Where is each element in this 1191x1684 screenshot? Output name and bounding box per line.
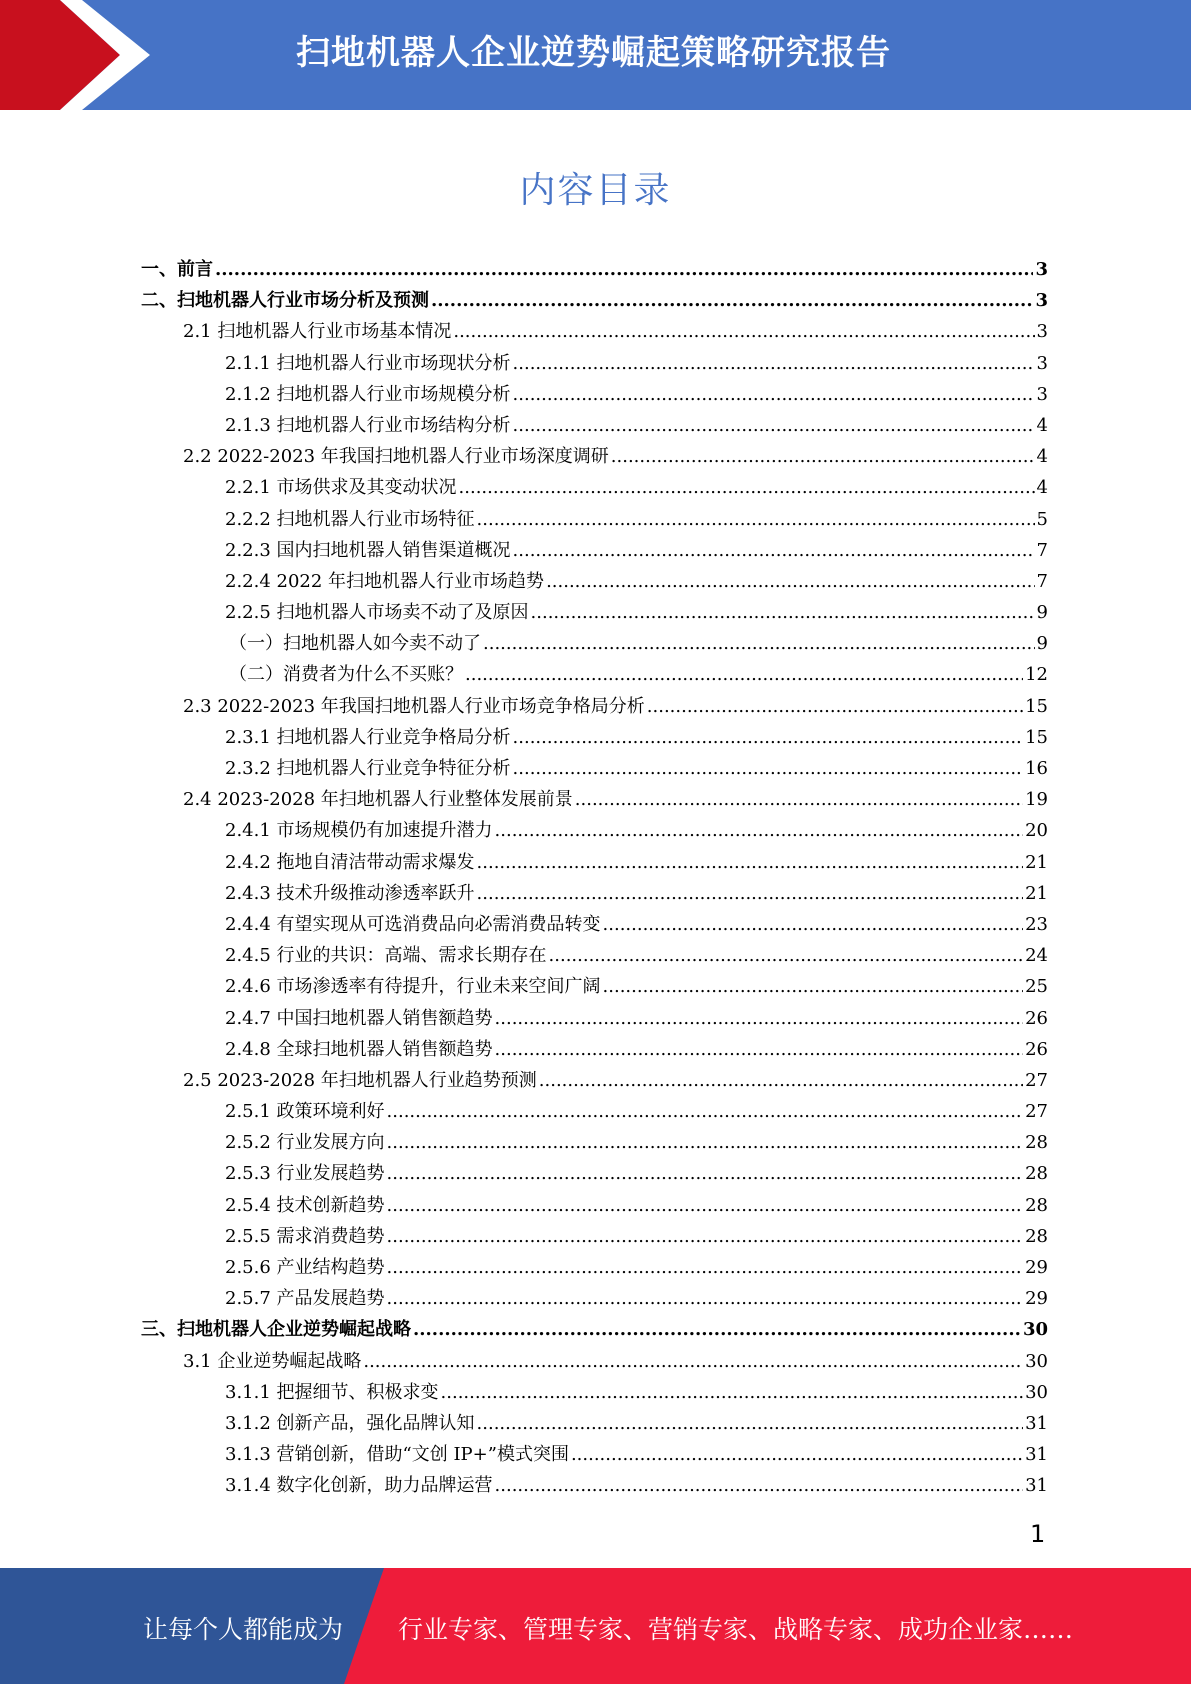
toc-entry-label: 2.5.3 行业发展趋势 [225, 1163, 385, 1185]
toc-entry[interactable] [141, 878, 1048, 909]
toc-entry-page: 5 [1036, 508, 1048, 530]
toc-entry[interactable] [141, 597, 1048, 628]
toc-entry[interactable] [141, 316, 1048, 347]
toc-entry-label: 2.4.3 技术升级推动渗透率跃升 [225, 882, 475, 904]
toc-dot-leader [513, 535, 1035, 566]
toc-entry-label: 3.1.3 营销创新，借助“文创 IP+”模式突围 [225, 1444, 569, 1466]
toc-entry[interactable] [141, 1221, 1048, 1252]
page-number: 1 [1030, 1520, 1046, 1548]
toc-entry-page: 15 [1025, 695, 1048, 717]
toc-entry-label: 2.4.1 市场规模仍有加速提升潜力 [225, 820, 493, 842]
toc-entry-label: 3.1 企业逆势崛起战略 [183, 1350, 362, 1372]
toc-entry-label: 2.1.2 扫地机器人行业市场规模分析 [225, 383, 511, 405]
toc-entry[interactable] [141, 566, 1048, 597]
toc-entry-label: 2.4.5 行业的共识：高端、需求长期存在 [225, 945, 547, 967]
toc-entry-label: 2.2.5 扫地机器人市场卖不动了及原因 [225, 602, 529, 624]
toc-entry-page: 28 [1025, 1132, 1048, 1154]
toc-entry-page: 31 [1025, 1412, 1048, 1434]
toc-dot-leader [495, 1470, 1024, 1501]
toc-entry[interactable] [141, 1003, 1048, 1034]
toc-dot-leader [363, 1346, 1023, 1377]
toc-entry[interactable] [141, 971, 1048, 1002]
toc-dot-leader [513, 379, 1035, 410]
toc-entry-label: 2.2 2022-2023 年我国扫地机器人行业市场深度调研 [183, 446, 609, 468]
toc-entry[interactable] [141, 254, 1048, 285]
toc-dot-leader [459, 472, 1035, 503]
toc-entry-page: 9 [1036, 633, 1048, 655]
toc-dot-leader [513, 410, 1035, 441]
toc-dot-leader [387, 1252, 1024, 1283]
toc-dot-leader [611, 441, 1035, 472]
toc-dot-leader [575, 784, 1023, 815]
toc-entry-page: 30 [1025, 1381, 1048, 1403]
toc-entry-page: 3 [1036, 321, 1048, 343]
toc-dot-leader [513, 722, 1024, 753]
toc-dot-leader [453, 316, 1034, 347]
toc-entry-page: 7 [1036, 539, 1048, 561]
toc-entry-label: 2.2.2 扫地机器人行业市场特征 [225, 508, 475, 530]
toc-entry-page: 7 [1036, 570, 1048, 592]
toc-entry-page: 15 [1025, 726, 1048, 748]
toc-entry-page: 26 [1025, 1007, 1048, 1029]
toc-entry[interactable] [141, 504, 1048, 535]
toc-entry-page: 31 [1025, 1444, 1048, 1466]
toc-dot-leader [513, 348, 1035, 379]
toc-dot-leader [431, 285, 1033, 316]
toc-entry[interactable] [141, 285, 1048, 316]
toc-entry-page: 25 [1025, 976, 1048, 998]
toc-entry[interactable] [141, 472, 1048, 503]
toc-dot-leader [465, 659, 1023, 690]
toc-entry[interactable] [141, 722, 1048, 753]
toc-entry-page: 28 [1025, 1225, 1048, 1247]
toc-entry-page: 29 [1025, 1257, 1048, 1278]
toc-entry[interactable] [141, 1283, 1048, 1314]
toc-entry-page: 21 [1025, 882, 1048, 904]
toc-dot-leader [387, 1127, 1024, 1158]
toc-entry-page: 4 [1036, 477, 1048, 499]
toc-entry-label: 2.4.7 中国扫地机器人销售额趋势 [225, 1007, 493, 1029]
toc-entry-label: 2.2.1 市场供求及其变动状况 [225, 477, 457, 499]
toc-entry[interactable] [141, 784, 1048, 815]
toc-entry-page: 19 [1025, 789, 1048, 811]
toc-entry-label: 2.3.2 扫地机器人行业竞争特征分析 [225, 758, 511, 779]
toc-entry-label: 3.1.4 数字化创新，助力品牌运营 [225, 1475, 493, 1497]
toc-entry-label: 2.5.4 技术创新趋势 [225, 1194, 385, 1216]
toc-entry-label: 三、扫地机器人企业逆势崛起战略 [141, 1319, 411, 1341]
toc-dot-leader [387, 1221, 1024, 1252]
toc-entry-label: 2.3.1 扫地机器人行业竞争格局分析 [225, 726, 511, 748]
toc-entry-page: 3 [1036, 352, 1048, 374]
toc-entry[interactable] [141, 847, 1048, 878]
toc-dot-leader [495, 1003, 1024, 1034]
toc-entry-page: 28 [1025, 1194, 1048, 1216]
toc-entry-label: 2.2.3 国内扫地机器人销售渠道概况 [225, 539, 511, 561]
toc-entry-label: 3.1.2 创新产品，强化品牌认知 [225, 1412, 475, 1434]
footer-slogan-right: 行业专家、管理专家、营销专家、战略专家、成功企业家…… [398, 1615, 1074, 1644]
toc-entry[interactable] [141, 909, 1048, 940]
toc-dot-leader [603, 909, 1024, 940]
toc-dot-leader [571, 1439, 1023, 1470]
toc-entry[interactable] [141, 1314, 1048, 1345]
toc-entry[interactable] [141, 1377, 1048, 1408]
toc-dot-leader [413, 1314, 1021, 1345]
toc-entry-label: 2.4.8 全球扫地机器人销售额趋势 [225, 1038, 493, 1060]
toc-dot-leader [387, 1190, 1024, 1221]
toc-entry-label: 2.5.1 政策环境利好 [225, 1101, 385, 1123]
toc-entry[interactable] [141, 1034, 1048, 1065]
toc-dot-leader [387, 1158, 1024, 1189]
toc-entry-page: 3 [1035, 259, 1048, 280]
table-of-contents [141, 254, 1048, 1502]
toc-entry[interactable] [141, 753, 1048, 784]
toc-entry-page: 30 [1022, 1319, 1048, 1341]
toc-entry[interactable] [141, 659, 1048, 690]
toc-dot-leader [495, 815, 1024, 846]
toc-entry-label: 二、扫地机器人行业市场分析及预测 [141, 290, 429, 312]
toc-entry-page: 27 [1025, 1069, 1048, 1091]
toc-entry-label: 2.5.2 行业发展方向 [225, 1132, 385, 1154]
toc-entry[interactable] [141, 379, 1048, 410]
toc-dot-leader [539, 1065, 1023, 1096]
toc-dot-leader [483, 628, 1035, 659]
toc-entry-page: 4 [1036, 446, 1048, 468]
toc-entry-page: 16 [1025, 758, 1048, 779]
toc-entry-label: 2.4.2 拖地自清洁带动需求爆发 [225, 851, 475, 873]
report-title: 扫地机器人企业逆势崛起策略研究报告 [296, 33, 891, 73]
toc-dot-leader [495, 1034, 1024, 1065]
toc-entry[interactable] [141, 1470, 1048, 1501]
toc-entry-label: （一）扫地机器人如今卖不动了 [229, 633, 481, 655]
toc-entry-label: 2.4.6 市场渗透率有待提升，行业未来空间广阔 [225, 976, 601, 998]
toc-dot-leader [531, 597, 1035, 628]
toc-entry-page: 26 [1025, 1038, 1048, 1060]
toc-entry[interactable] [141, 1408, 1048, 1439]
toc-entry[interactable] [141, 410, 1048, 441]
toc-entry[interactable] [141, 1096, 1048, 1127]
toc-entry-page: 31 [1025, 1475, 1048, 1497]
toc-entry[interactable] [141, 1346, 1048, 1377]
toc-entry[interactable] [141, 1439, 1048, 1470]
toc-entry-label: 2.3 2022-2023 年我国扫地机器人行业市场竞争格局分析 [183, 695, 645, 717]
toc-dot-leader [387, 1283, 1024, 1314]
toc-dot-leader [215, 254, 1033, 285]
toc-entry-label: 一、前言 [141, 259, 213, 280]
toc-entry-page: 28 [1025, 1163, 1048, 1185]
toc-entry-label: 2.5.7 产品发展趋势 [225, 1288, 385, 1310]
toc-entry[interactable] [141, 815, 1048, 846]
toc-dot-leader [513, 753, 1024, 784]
toc-entry[interactable] [141, 1252, 1048, 1283]
toc-entry-label: （二）消费者为什么不买账？ [229, 664, 463, 686]
toc-entry-label: 2.4 2023-2028 年扫地机器人行业整体发展前景 [183, 789, 573, 811]
toc-entry-page: 3 [1035, 290, 1048, 312]
toc-entry[interactable] [141, 691, 1048, 722]
toc-entry-label: 2.1 扫地机器人行业市场基本情况 [183, 321, 452, 343]
toc-entry-page: 20 [1025, 820, 1048, 842]
toc-entry[interactable] [141, 1065, 1048, 1096]
toc-dot-leader [477, 847, 1024, 878]
toc-entry[interactable] [141, 348, 1048, 379]
toc-dot-leader [477, 504, 1035, 535]
footer-slogan-left: 让每个人都能成为 [143, 1615, 344, 1644]
toc-entry[interactable] [141, 628, 1048, 659]
toc-entry-page: 23 [1025, 913, 1048, 935]
toc-entry[interactable] [141, 441, 1048, 472]
toc-entry-label: 2.5.5 需求消费趋势 [225, 1225, 385, 1247]
toc-dot-leader [546, 566, 1034, 597]
header-banner [0, 0, 1191, 110]
toc-dot-leader [549, 940, 1024, 971]
toc-entry-page: 9 [1036, 602, 1048, 624]
toc-dot-leader [477, 878, 1024, 909]
toc-entry[interactable] [141, 535, 1048, 566]
toc-entry-page: 21 [1025, 851, 1048, 873]
toc-entry-page: 4 [1036, 414, 1048, 436]
toc-entry-label: 2.2.4 2022 年扫地机器人行业市场趋势 [225, 570, 545, 592]
toc-entry-label: 2.5 2023-2028 年扫地机器人行业趋势预测 [183, 1069, 537, 1091]
toc-dot-leader [477, 1408, 1024, 1439]
toc-entry-page: 3 [1036, 383, 1048, 405]
toc-entry-page: 12 [1025, 664, 1048, 686]
footer-banner [0, 1568, 1191, 1684]
toc-entry-label: 2.4.4 有望实现从可选消费品向必需消费品转变 [225, 913, 601, 935]
toc-dot-leader [603, 971, 1024, 1002]
toc-entry[interactable] [141, 940, 1048, 971]
toc-entry-page: 24 [1025, 945, 1048, 967]
toc-entry-label: 2.1.3 扫地机器人行业市场结构分析 [225, 414, 511, 436]
toc-entry[interactable] [141, 1190, 1048, 1221]
toc-entry-page: 27 [1025, 1101, 1048, 1123]
toc-heading: 内容目录 [519, 170, 672, 211]
toc-dot-leader [441, 1377, 1024, 1408]
toc-entry[interactable] [141, 1158, 1048, 1189]
toc-entry-page: 30 [1025, 1350, 1048, 1372]
toc-entry-label: 2.5.6 产业结构趋势 [225, 1257, 385, 1278]
toc-entry-page: 29 [1025, 1288, 1048, 1310]
toc-entry[interactable] [141, 1127, 1048, 1158]
toc-entry-label: 3.1.1 把握细节、积极求变 [225, 1381, 439, 1403]
toc-dot-leader [647, 691, 1023, 722]
toc-dot-leader [387, 1096, 1024, 1127]
toc-entry-label: 2.1.1 扫地机器人行业市场现状分析 [225, 352, 511, 374]
